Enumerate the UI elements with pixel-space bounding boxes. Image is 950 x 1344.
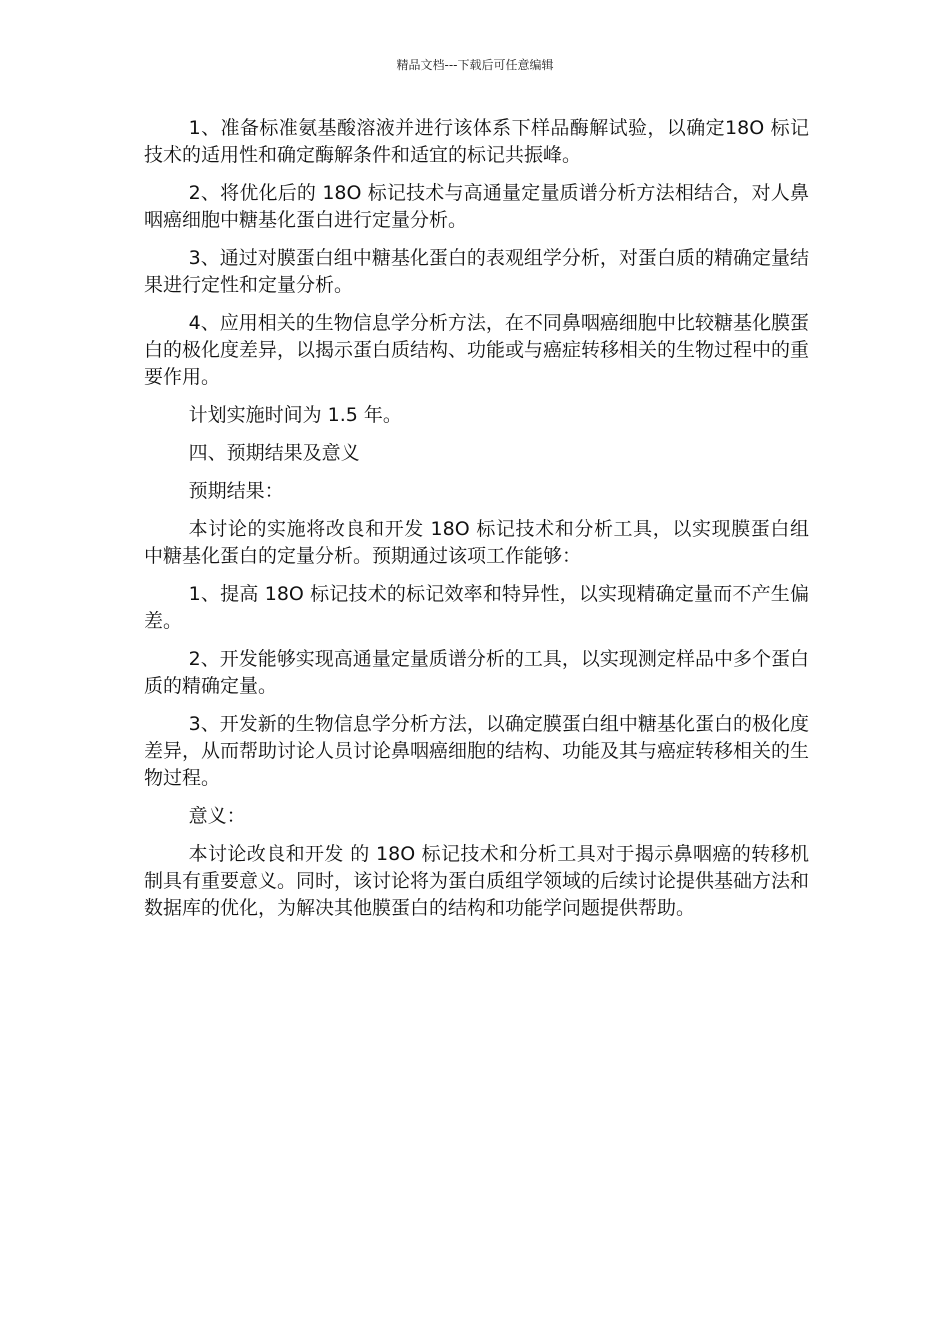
document-body xyxy=(144,115,809,933)
paragraph-step-4: 4、应用相关的生物信息学分析方法，在不同鼻咽癌细胞中比较糖基化膜蛋白的极化度差异，以揭示蛋白质结构、功能或与癌症转移相关的生物过程中的重要作用。 xyxy=(144,312,810,388)
section-heading: 四、预期结果及意义 xyxy=(188,442,360,464)
page-header: 精品文档---下载后可任意编辑 xyxy=(396,58,554,72)
paragraph-expected-3: 3、开发新的生物信息学分析方法，以确定膜蛋白组中糖基化蛋白的极化度差异，从而帮助讨论人员讨论鼻咽癌细胞的结构、功能及其与癌症转移相关的生物过程。 xyxy=(144,713,810,789)
paragraph-step-2: 2、将优化后的 18O 标记技术与高通量定量质谱分析方法相结合，对人鼻咽癌细胞中糖基化蛋白进行定量分析。 xyxy=(144,182,809,231)
paragraph-expected-2: 2、开发能够实现高通量定量质谱分析的工具，以实现测定样品中多个蛋白质的精确定量。 xyxy=(144,648,809,697)
paragraph-step-1: 1、准备标准氨基酸溶液并进行该体系下样品酶解试验，以确定18O 标记技术的适用性和确定酶解条件和适宜的标记共振峰。 xyxy=(144,117,809,166)
paragraph-expected-1: 1、提高 18O 标记技术的标记效率和特异性，以实现精确定量而不产生偏差。 xyxy=(144,583,809,632)
subheading-significance: 意义： xyxy=(188,805,246,827)
paragraph-step-3: 3、通过对膜蛋白组中糖基化蛋白的表观组学分析，对蛋白质的精确定量结果进行定性和定量分析。 xyxy=(144,247,809,296)
paragraph-schedule: 计划实施时间为 1.5 年。 xyxy=(188,404,402,426)
subheading-expected-results: 预期结果： xyxy=(188,480,284,502)
paragraph-expected-intro: 本讨论的实施将改良和开发 18O 标记技术和分析工具，以实现膜蛋白组中糖基化蛋白的定量分析。预期通过该项工作能够： xyxy=(144,518,809,567)
paragraph-significance: 本讨论改良和开发 的 18O 标记技术和分析工具对于揭示鼻咽癌的转移机制具有重要意义。同时，该讨论将为蛋白质组学领域的后续讨论提供基础方法和数据库的优化，为解决其他膜蛋白的结构和功能学问题提供帮助。 xyxy=(144,843,810,919)
